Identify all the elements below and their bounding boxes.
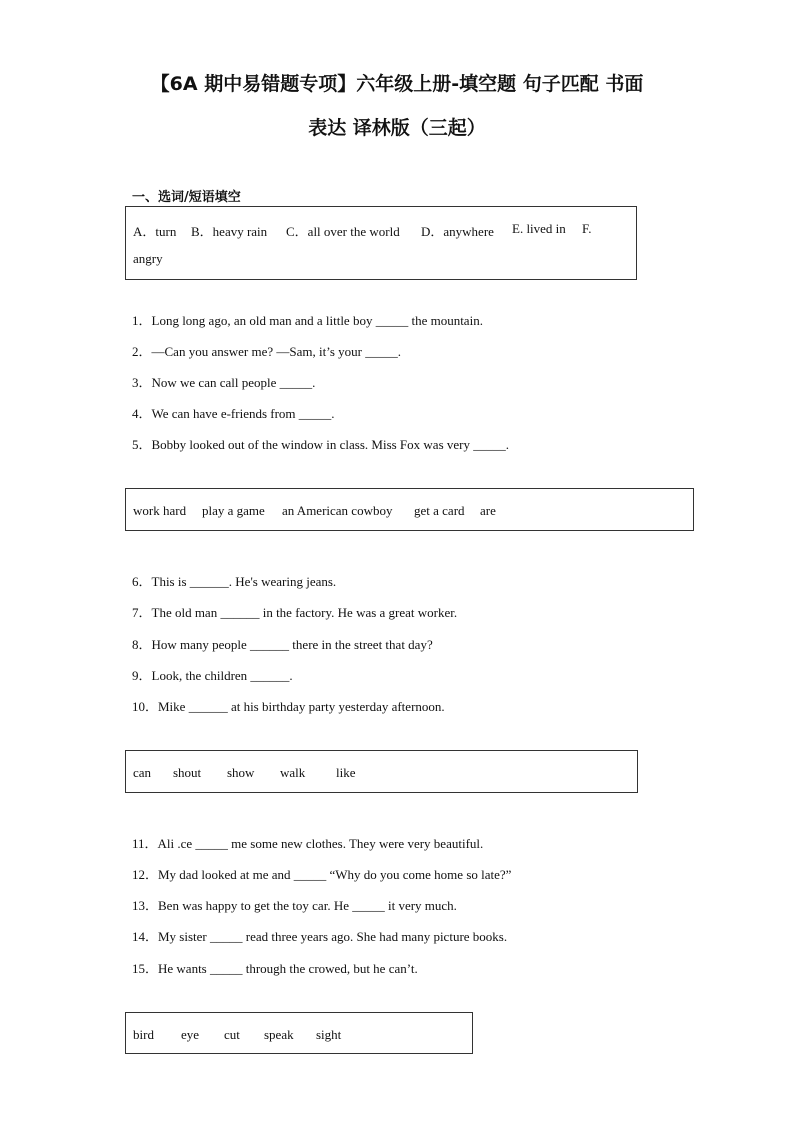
question: 13．Ben was happy to get the toy car. He _____ it very much.: [132, 898, 457, 913]
question: 14．My sister _____ read three years ago. She had many picture books.: [132, 929, 508, 944]
question: 8．How many people ______ there in the street that day?: [132, 637, 433, 652]
doc-title-line2: 表达 译林版（三起）: [308, 117, 486, 139]
word-option: are: [480, 503, 496, 518]
word-option: play a game: [202, 503, 265, 518]
word-bank-box-4: [125, 1012, 473, 1054]
word-option: E. lived in: [512, 221, 566, 236]
word-option: B．heavy rain: [191, 224, 268, 239]
word-option: bird: [133, 1027, 154, 1042]
doc-title-line1: 【6A 期中易错题专项】六年级上册-填空题 句子匹配 书面: [150, 73, 644, 95]
question: 5．Bobby looked out of the window in class. Miss Fox was very _____.: [132, 437, 509, 452]
word-bank-box-1: [125, 206, 637, 280]
word-option: work hard: [133, 503, 187, 518]
word-bank-box-2: [125, 488, 694, 531]
word-option: show: [227, 765, 255, 780]
question: 7．The old man ______ in the factory. He was a great worker.: [132, 605, 458, 620]
section-heading: 一、选词/短语填空: [132, 190, 241, 205]
word-option: an American cowboy: [282, 503, 393, 518]
word-option: D．anywhere: [421, 224, 494, 239]
question: 2．—Can you answer me? —Sam, it’s your _____.: [132, 344, 401, 359]
word-option: can: [133, 765, 152, 780]
word-option: eye: [181, 1027, 200, 1042]
word-option: shout: [173, 765, 202, 780]
word-option: cut: [224, 1027, 240, 1042]
question: 3．Now we can call people _____.: [132, 375, 316, 390]
word-option: F.: [582, 221, 592, 236]
question: 6．This is ______. He's wearing jeans.: [132, 574, 337, 589]
word-bank-box-3: [125, 750, 638, 793]
word-option: angry: [133, 251, 163, 266]
word-option: get a card: [414, 503, 465, 518]
word-option: sight: [316, 1027, 342, 1042]
question: 1．Long long ago, an old man and a little boy _____ the mountain.: [132, 313, 483, 328]
question: 15．He wants _____ through the crowed, but he can’t.: [132, 961, 418, 976]
question: 12．My dad looked at me and _____ “Why do you come home so late?”: [132, 867, 512, 882]
word-option: C．all over the world: [286, 224, 400, 239]
question: 10．Mike ______ at his birthday party yesterday afternoon.: [132, 699, 445, 714]
word-option: like: [336, 765, 356, 780]
question: 4．We can have e-friends from _____.: [132, 406, 335, 421]
question: 9．Look, the children ______.: [132, 668, 293, 683]
question: 11．Ali .ce _____ me some new clothes. They were very beautiful.: [132, 836, 484, 851]
word-option: walk: [280, 765, 306, 780]
word-option: speak: [264, 1027, 294, 1042]
word-option: A．turn: [133, 224, 177, 239]
